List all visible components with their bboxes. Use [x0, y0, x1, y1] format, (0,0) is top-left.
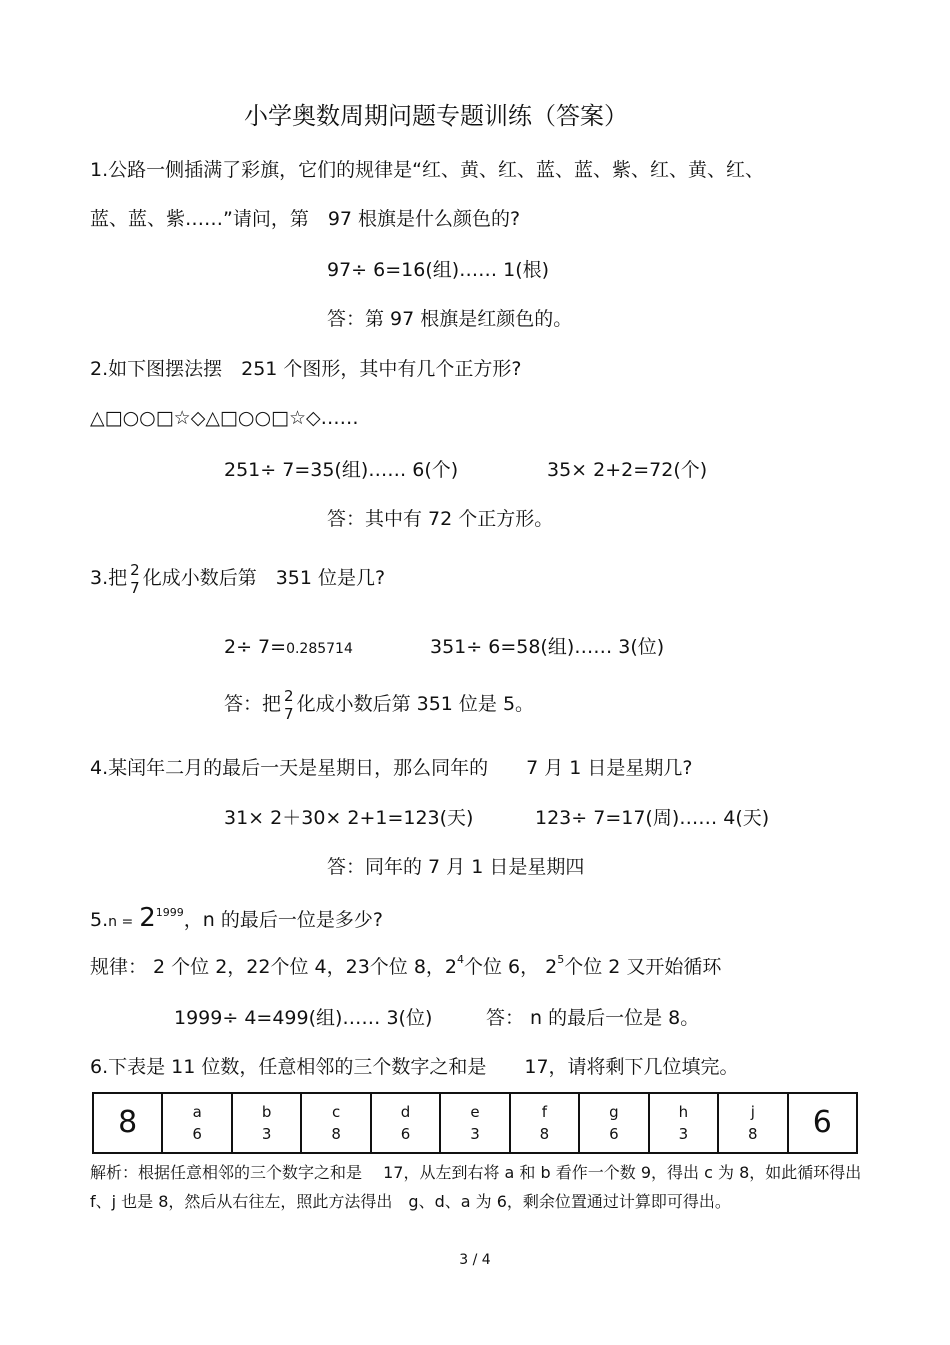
- q2-calc1: 251÷ 7=35(组)…… 6(个): [224, 459, 459, 481]
- q5-rule-c: 个位 2 又开始循环: [564, 956, 722, 978]
- q3-frac-num: 2: [130, 560, 140, 579]
- q4-text: 4.某闰年二月的最后一天是星期日，那么同年的 7 月 1 日是星期几?: [90, 757, 693, 779]
- q3-suffix: 化成小数后第 351 位是几?: [142, 567, 386, 589]
- cell-digit: 3: [261, 1125, 272, 1143]
- q5-rule-sup1: 4: [457, 953, 464, 966]
- cell-digit: 6: [609, 1125, 619, 1143]
- q5-calc: 1999÷ 4=499(组)…… 3(位): [174, 1007, 433, 1029]
- q3-answer-frac-num: 2: [284, 686, 294, 705]
- digit-table-row: [93, 1093, 857, 1153]
- digit-cell-j: [718, 1093, 787, 1153]
- q3-frac-den: 7: [130, 578, 140, 597]
- digit-cell-b: [232, 1093, 301, 1153]
- q3-answer-suffix: 化成小数后第 351 位是 5。: [296, 693, 535, 715]
- q3-answer-prefix: 答：把: [224, 693, 282, 715]
- q2-calc2: 35× 2+2=72(个): [547, 459, 708, 481]
- digit-table: [92, 1092, 858, 1154]
- digit-cell-c: [301, 1093, 370, 1153]
- q3-text: [90, 556, 385, 600]
- q5-exponent: 1999: [155, 906, 184, 919]
- q3-calc2: 351÷ 6=58(组)…… 3(位): [430, 636, 665, 658]
- q3-calc1: [224, 634, 353, 662]
- q3-prefix: 3.把: [90, 567, 128, 589]
- q5-rule: [90, 954, 721, 983]
- q2-answer: 答：其中有 72 个正方形。: [327, 508, 554, 530]
- cell-letter: b: [261, 1103, 272, 1121]
- digit-cell-e: [440, 1093, 509, 1153]
- digit-cell-last: 6: [788, 1093, 857, 1153]
- page-number: 3 / 4: [459, 1252, 491, 1268]
- page-title: 小学奥数周期问题专题训练（答案）: [244, 102, 628, 130]
- cell-digit: 6: [192, 1125, 202, 1143]
- cell-letter: h: [678, 1103, 689, 1121]
- q5-suffix: ，n 的最后一位是多少?: [183, 909, 383, 931]
- q5-base: 2: [139, 903, 156, 933]
- q5-rule-sup2: 5: [557, 953, 565, 966]
- q3-calc1-prefix: 2÷ 7=: [224, 636, 287, 658]
- cell-digit: 8: [539, 1125, 550, 1143]
- digit-cell-g: [579, 1093, 648, 1153]
- q5-n-eq: n =: [108, 914, 134, 930]
- q1-text-line1: 1.公路一侧插满了彩旗，它们的规律是“红、黄、红、蓝、蓝、紫、红、黄、红、: [90, 159, 764, 181]
- q3-answer: [224, 682, 534, 726]
- q1-answer: 答：第 97 根旗是红颜色的。: [327, 308, 573, 330]
- cell-letter: f: [541, 1103, 548, 1121]
- cell-digit: 8: [748, 1125, 758, 1143]
- digit-cell-d: [371, 1093, 440, 1153]
- cell-letter: c: [331, 1103, 341, 1121]
- cell-digit: 3: [678, 1125, 689, 1143]
- q4-calc2: 123÷ 7=17(周)…… 4(天): [535, 807, 770, 829]
- q2-text: 2.如下图摆法摆 251 个图形，其中有几个正方形?: [90, 358, 522, 380]
- q6-analysis: 解析：根据任意相邻的三个数字之和是 17，从左到右将 a 和 b 看作一个数 9，得出 c 为 8，如此循环得出 f、j 也是 8，然后从右往左，照此方法得出 g、d、a 为 6，剩余位置通过计算即可得出。: [90, 1163, 862, 1211]
- q3-fraction: [130, 561, 140, 597]
- q5-rule-b: 个位 6， 2: [464, 956, 558, 978]
- cell-letter: d: [400, 1103, 411, 1121]
- digit-cell-a: [162, 1093, 231, 1153]
- q1-calc: 97÷ 6=16(组)…… 1(根): [327, 259, 550, 281]
- q4-answer: 答：同年的 7 月 1 日是星期四: [327, 856, 585, 878]
- q5-prefix: 5.: [90, 909, 109, 931]
- q5-rule-a: 规律： 2 个位 2，22个位 4，23个位 8，2: [90, 956, 457, 978]
- cell-letter: e: [470, 1103, 480, 1121]
- q3-answer-fraction: [284, 687, 294, 723]
- q5-text: [90, 898, 383, 943]
- q3-answer-frac-den: 7: [284, 704, 294, 723]
- q6-text: 6.下表是 11 位数，任意相邻的三个数字之和是 17，请将剩下几位填完。: [90, 1056, 739, 1078]
- cell-letter: a: [192, 1103, 202, 1121]
- q4-calc1: 31× 2＋30× 2+1=123(天): [224, 807, 474, 829]
- q2-shapes: △□○○□☆◇△□○○□☆◇……: [90, 407, 359, 429]
- digit-cell-f: [510, 1093, 579, 1153]
- q3-repeating-decimal: 0.285714: [286, 641, 353, 657]
- digit-cell-h: [649, 1093, 718, 1153]
- cell-letter: j: [750, 1103, 755, 1121]
- cell-digit: 3: [470, 1125, 480, 1143]
- q5-answer: 答： n 的最后一位是 8。: [486, 1007, 700, 1029]
- cell-letter: g: [609, 1103, 619, 1121]
- digit-cell-first: 8: [93, 1093, 162, 1153]
- cell-digit: 6: [400, 1125, 411, 1143]
- q1-text-line2: 蓝、蓝、紫……”请问，第 97 根旗是什么颜色的?: [90, 208, 521, 230]
- cell-digit: 8: [331, 1125, 341, 1143]
